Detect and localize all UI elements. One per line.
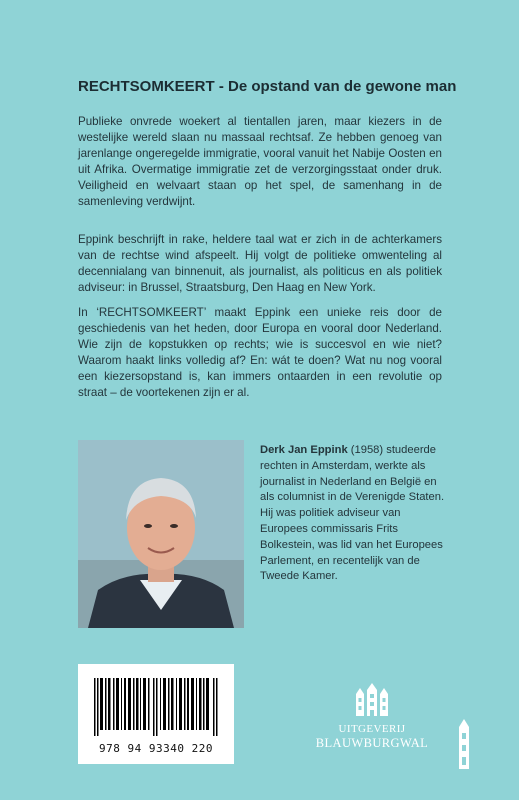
isbn-number: 978 94 93340 220 — [99, 742, 213, 755]
blurb-paragraph-3: In ‘RECHTSOMKEERT’ maakt Eppink een unieke reis door de geschiedenis van het heden, door Europa en vooral door Nederland. Wie zijn de kopstukken op rechts; wie is succesvol en wie niet? Waarom haakt links volledig af? En: wát te doen? Wat nu nog vooral een kiezersopstand is, kan immers ontaarden in een revolutie op straat – de voortekenen zijn er al. — [78, 306, 442, 399]
publisher-line-1: UITGEVERIJ — [338, 723, 406, 735]
publisher-imprint — [312, 678, 432, 751]
isbn-barcode — [78, 664, 234, 764]
author-bio — [260, 443, 445, 585]
publisher-line-2: BLAUWBURGWAL — [315, 736, 429, 750]
author-name: Derk Jan Eppink — [260, 444, 348, 456]
barcode-bars — [94, 678, 218, 736]
back-cover-title: RECHTSOMKEERT - De opstand van de gewone man — [78, 78, 457, 95]
publisher-seal-icon — [456, 717, 472, 769]
author-photo — [78, 440, 244, 628]
blurb-paragraph-1: Publieke onvrede woekert al tientallen jaren, maar kiezers in de westelijke wereld slaan nu massaal rechtsaf. Ze hebben genoeg van jarenlange ongeregelde immigratie, vooral vanuit het Nabije Oosten en uit Afrika. Overmatige immigratie zet de verzorgingsstaat onder druk. Veiligheid en welvaart staan op het spel, de samenhang in de samenleving verdwijnt. — [78, 115, 442, 208]
author-bio-text: (1958) studeerde rechten in Amsterdam, werkte als journalist in Nederland en België en als columnist in de Verenigde Staten. Hij was politiek adviseur van Europees commissaris Frits Bolkestein, was lid van het Europees Parlement, en recentelijk van de Tweede Kamer. — [260, 444, 445, 583]
blurb-paragraph-2: Eppink beschrijft in rake, heldere taal wat er zich in de achterkamers van de rechtse wind afspeelt. Hij volgt de politieke omwenteling al decennialang van binnenuit, als journalist, als politicus en als politiek adviseur: in Brussel, Straatsburg, Den Haag en New York. — [78, 233, 442, 294]
canal-houses-icon — [352, 678, 392, 718]
